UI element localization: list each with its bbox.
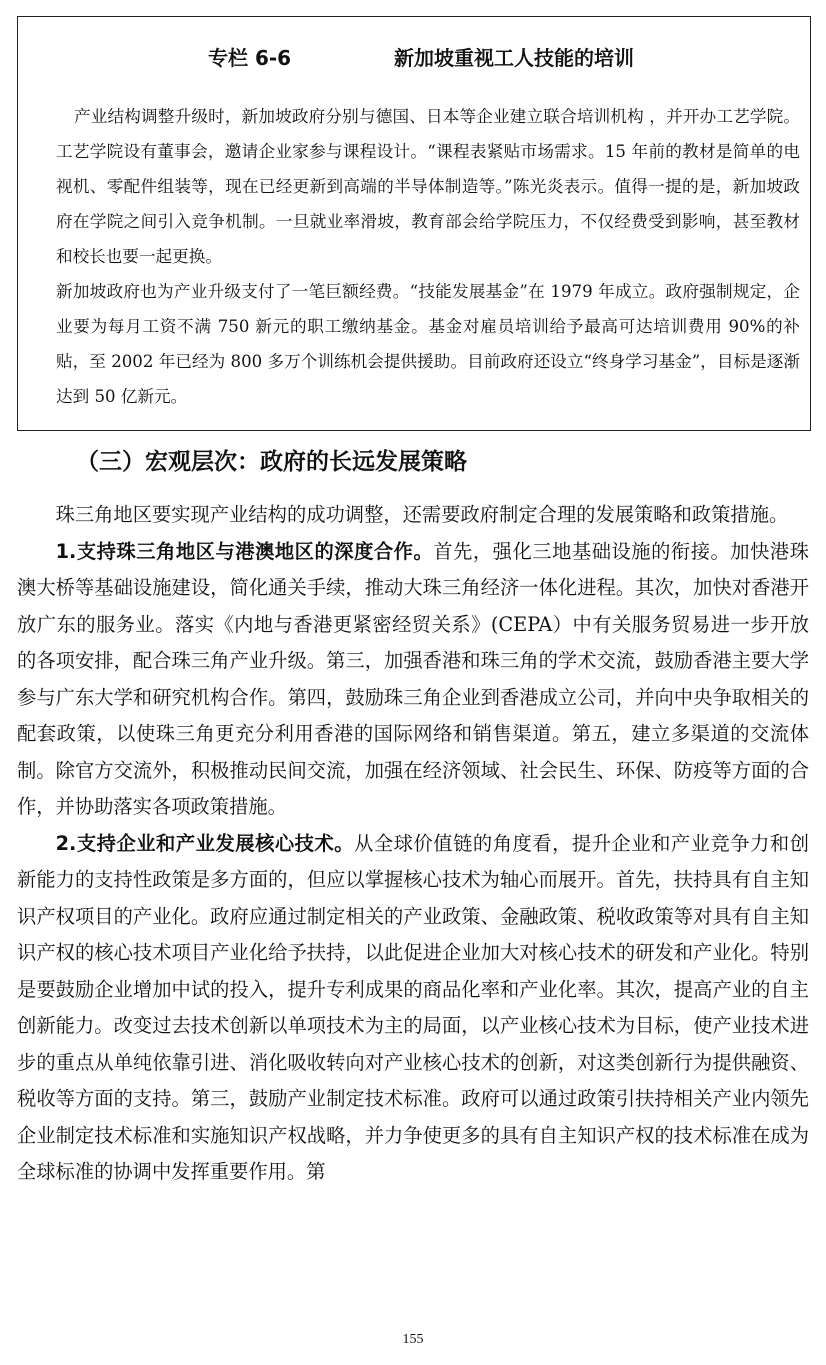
box-paragraph-1: 产业结构调整升级时，新加坡政府分别与德国、日本等企业建立联合培训机构 ，并开办工艺学院。工艺学院设有董事会，邀请企业家参与课程设计。“课程表紧贴市场需求。15 年前的教材是简单的电视机、零配件组装等，现在已经更新到高端的半导体制造等。”陈光炎表示。值得一提的是，新加坡政府在学院之间引入竞争机制。一旦就业率滑坡，教育部会给学院压力，不仅经费受到影响，甚至教材和校长也要一起更换。: [56, 107, 800, 266]
box-paragraph-2: 新加坡政府也为产业升级支付了一笔巨额经费。“技能发展基金”在 1979 年成立。政府强制规定，企业要为每月工资不满 750 新元的职工缴纳基金。基金对雇员培训给予最高可达培训费用 90%的补贴，至 2002 年已经为 800 多万个训练机会提供援助。目前政府还设立“终身学习基金”，目标是逐渐达到 50 亿新元。: [56, 282, 800, 406]
intro-paragraph: 珠三角地区要实现产业结构的成功调整，还需要政府制定合理的发展策略和政策措施。: [55, 503, 789, 526]
sidebar-box-6-6: [17, 16, 811, 431]
section-heading: （三）宏观层次：政府的长远发展策略: [76, 449, 467, 475]
item-1-lead: 1.支持珠三角地区与港澳地区的深度合作。: [55, 539, 434, 563]
item-1-text: 首先，强化三地基础设施的衔接。加快港珠澳大桥等基础设施建设，简化通关手续，推动大珠三角经济一体化进程。其次，加快对香港开放广东的服务业。落实《内地与香港更紧密经贸关系》(CEPA）中有关服务贸易进一步开放的各项安排，配合珠三角产业升级。第三，加强香港和珠三角的学术交流，鼓励香港主要大学参与广东大学和研究机构合作。第四，鼓励珠三角企业到香港成立公司，并向中央争取相关的配套政策，以使珠三角更充分利用香港的国际网络和销售渠道。第五，建立多渠道的交流体制。除官方交流外，积极推动民间交流，加强在经济领域、社会民生、环保、防疫等方面的合作，并协助落实各项政策措施。: [17, 539, 809, 818]
box-body: [56, 99, 800, 414]
item-1-paragraph: [17, 534, 809, 826]
item-2-lead: 2.支持企业和产业发展核心技术。: [55, 831, 355, 855]
box-label: 专栏 6-6: [208, 46, 292, 70]
item-2-paragraph: [17, 826, 809, 1191]
page-number: 155: [402, 1332, 424, 1347]
box-title: 新加坡重视工人技能的培训: [394, 46, 634, 70]
main-text: [17, 497, 809, 1191]
item-2-text: 从全球价值链的角度看，提升企业和产业竞争力和创新能力的支持性政策是多方面的，但应以掌握核心技术为轴心而展开。首先，扶持具有自主知识产权项目的产业化。政府应通过制定相关的产业政策、金融政策、税收政策等对具有自主知识产权的核心技术项目产业化给予扶持，以此促进企业加大对核心技术的研发和产业化。特别是要鼓励企业增加中试的投入，提升专利成果的商品化率和产业化率。其次，提高产业的自主创新能力。改变过去技术创新以单项技术为主的局面，以产业核心技术为目标，使产业技术进步的重点从单纯依靠引进、消化吸收转向对产业核心技术的创新，对这类创新行为提供融资、税收等方面的支持。第三，鼓励产业制定技术标准。政府可以通过政策引扶持相关产业内领先企业制定技术标准和实施知识产权战略，并力争使更多的具有自主知识产权的技术标准在成为全球标准的协调中发挥重要作用。第: [17, 831, 809, 1183]
